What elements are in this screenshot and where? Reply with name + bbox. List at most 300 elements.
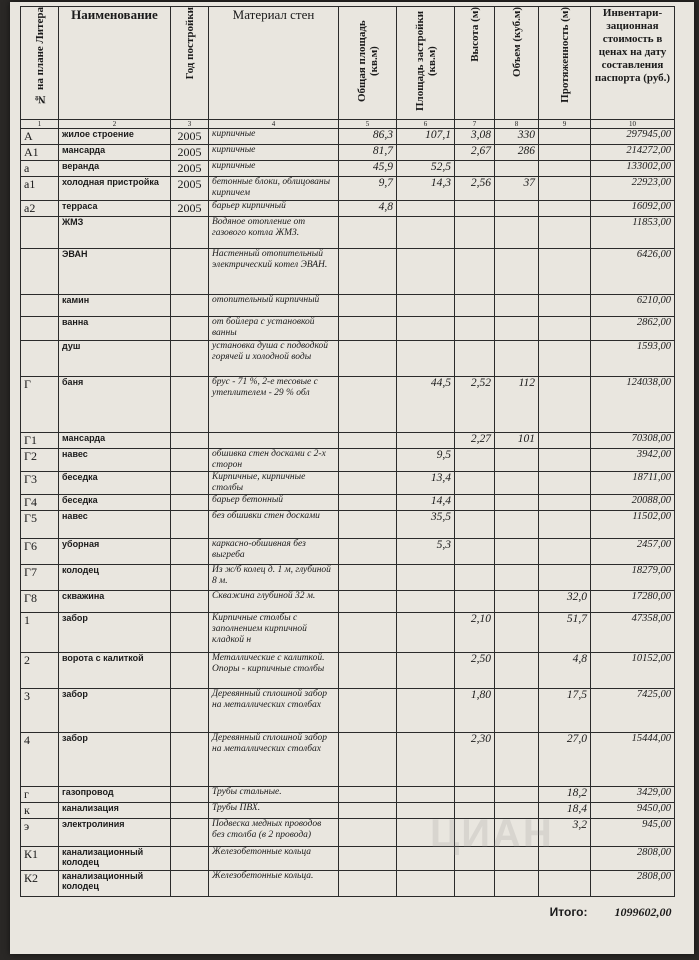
row-volume xyxy=(495,689,539,733)
row-height xyxy=(455,511,495,539)
row-material: Трубы стальные. xyxy=(209,787,339,803)
row-height xyxy=(455,495,495,511)
row-year xyxy=(171,511,209,539)
row-year xyxy=(171,539,209,565)
row-literal: Г4 xyxy=(21,495,59,511)
row-build-area xyxy=(397,613,455,653)
table-row xyxy=(21,201,675,217)
table-row xyxy=(21,653,675,689)
row-length xyxy=(539,472,591,495)
row-name: ворота с калиткой xyxy=(59,653,171,689)
row-name: беседка xyxy=(59,495,171,511)
row-volume xyxy=(495,539,539,565)
row-material: брус - 71 %, 2-е тесовые с утеплителем - 29 % обл xyxy=(209,377,339,433)
row-material: барьер кирпичный xyxy=(209,201,339,217)
row-cost: 6210,00 xyxy=(591,295,675,317)
row-length: 51,7 xyxy=(539,613,591,653)
row-build-area xyxy=(397,591,455,613)
row-material: Водяное отопление от газового котла ЖМЗ. xyxy=(209,217,339,249)
row-volume: 330 xyxy=(495,129,539,145)
row-material: установка душа с подводкой горячей и холодной воды xyxy=(209,341,339,377)
row-total-area xyxy=(339,613,397,653)
row-material: Скважина глубиной 32 м. xyxy=(209,591,339,613)
table-row xyxy=(21,433,675,449)
row-cost: 15444,00 xyxy=(591,733,675,787)
row-name: жилое строение xyxy=(59,129,171,145)
header-length: Протяженность (м) xyxy=(539,7,591,120)
row-material: кирпичные xyxy=(209,161,339,177)
row-literal: 4 xyxy=(21,733,59,787)
row-volume xyxy=(495,217,539,249)
row-material: Трубы ПВХ. xyxy=(209,803,339,819)
row-total-area xyxy=(339,847,397,871)
row-year xyxy=(171,377,209,433)
row-volume xyxy=(495,341,539,377)
column-number-row xyxy=(21,120,675,129)
row-height: 3,08 xyxy=(455,129,495,145)
table-row xyxy=(21,689,675,733)
row-name: навес xyxy=(59,449,171,472)
row-total-area xyxy=(339,249,397,295)
row-height xyxy=(455,591,495,613)
row-build-area: 13,4 xyxy=(397,472,455,495)
row-height xyxy=(455,201,495,217)
row-build-area xyxy=(397,317,455,341)
row-name: забор xyxy=(59,733,171,787)
row-build-area: 52,5 xyxy=(397,161,455,177)
table-row xyxy=(21,565,675,591)
row-literal xyxy=(21,317,59,341)
table-row xyxy=(21,341,675,377)
row-cost: 9450,00 xyxy=(591,803,675,819)
row-literal: 2 xyxy=(21,653,59,689)
row-year: 2005 xyxy=(171,145,209,161)
row-height xyxy=(455,472,495,495)
row-length xyxy=(539,201,591,217)
column-number: 8 xyxy=(495,120,539,129)
row-literal: а1 xyxy=(21,177,59,201)
row-length xyxy=(539,377,591,433)
row-name: канализационный колодец xyxy=(59,871,171,897)
row-build-area xyxy=(397,565,455,591)
row-name: ЖМЗ xyxy=(59,217,171,249)
row-year xyxy=(171,249,209,295)
row-total-area: 45,9 xyxy=(339,161,397,177)
row-name: забор xyxy=(59,613,171,653)
row-name: забор xyxy=(59,689,171,733)
row-volume xyxy=(495,591,539,613)
row-name: скважина xyxy=(59,591,171,613)
row-material: каркасно-обшивная без выгреба xyxy=(209,539,339,565)
row-volume xyxy=(495,201,539,217)
header-total-area: Общая площадь (кв.м) xyxy=(339,7,397,120)
row-volume xyxy=(495,733,539,787)
row-literal xyxy=(21,217,59,249)
row-length: 18,2 xyxy=(539,787,591,803)
row-material: Деревянный сплошной забор на металлических столбах xyxy=(209,733,339,787)
row-volume xyxy=(495,449,539,472)
row-name: ванна xyxy=(59,317,171,341)
row-literal: э xyxy=(21,819,59,847)
row-literal: Г5 xyxy=(21,511,59,539)
row-total-area xyxy=(339,217,397,249)
row-volume xyxy=(495,495,539,511)
row-build-area: 44,5 xyxy=(397,377,455,433)
row-length xyxy=(539,249,591,295)
row-length xyxy=(539,565,591,591)
row-material xyxy=(209,433,339,449)
table-row xyxy=(21,871,675,897)
row-literal: к xyxy=(21,803,59,819)
row-name: баня xyxy=(59,377,171,433)
row-height: 2,27 xyxy=(455,433,495,449)
row-material: Железобетонные кольца. xyxy=(209,871,339,897)
table-row xyxy=(21,803,675,819)
row-year xyxy=(171,217,209,249)
row-cost: 2457,00 xyxy=(591,539,675,565)
table-row xyxy=(21,161,675,177)
row-name: мансарда xyxy=(59,433,171,449)
row-literal: Г7 xyxy=(21,565,59,591)
row-height xyxy=(455,249,495,295)
row-cost: 22923,00 xyxy=(591,177,675,201)
row-build-area xyxy=(397,733,455,787)
row-year xyxy=(171,565,209,591)
table-row xyxy=(21,145,675,161)
row-name: газопровод xyxy=(59,787,171,803)
row-height: 2,52 xyxy=(455,377,495,433)
row-material: Металлические с калиткой. Опоры - кирпичные столбы xyxy=(209,653,339,689)
row-total-area xyxy=(339,317,397,341)
table-row xyxy=(21,177,675,201)
row-build-area xyxy=(397,689,455,733)
row-length xyxy=(539,433,591,449)
row-cost: 18711,00 xyxy=(591,472,675,495)
row-total-area xyxy=(339,689,397,733)
row-name: канализационный колодец xyxy=(59,847,171,871)
row-year xyxy=(171,591,209,613)
row-volume: 112 xyxy=(495,377,539,433)
row-literal: Г xyxy=(21,377,59,433)
header-volume: Объем (куб.м) xyxy=(495,7,539,120)
column-number: 1 xyxy=(21,120,59,129)
row-cost: 6426,00 xyxy=(591,249,675,295)
table-row xyxy=(21,317,675,341)
row-name: холодная пристройка xyxy=(59,177,171,201)
row-year xyxy=(171,847,209,871)
row-total-area xyxy=(339,539,397,565)
row-cost: 1593,00 xyxy=(591,341,675,377)
row-cost: 20088,00 xyxy=(591,495,675,511)
row-volume: 286 xyxy=(495,145,539,161)
table-row xyxy=(21,511,675,539)
row-length xyxy=(539,295,591,317)
row-build-area xyxy=(397,295,455,317)
row-material: барьер бетонный xyxy=(209,495,339,511)
row-literal: 3 xyxy=(21,689,59,733)
row-total-area: 81,7 xyxy=(339,145,397,161)
row-cost: 2808,00 xyxy=(591,871,675,897)
row-literal: Г1 xyxy=(21,433,59,449)
row-year xyxy=(171,495,209,511)
row-build-area: 35,5 xyxy=(397,511,455,539)
row-year xyxy=(171,733,209,787)
row-height xyxy=(455,449,495,472)
row-height: 2,56 xyxy=(455,177,495,201)
total-label: Итого: xyxy=(539,897,591,928)
row-year xyxy=(171,449,209,472)
column-number: 2 xyxy=(59,120,171,129)
row-name: электролиния xyxy=(59,819,171,847)
row-height: 2,30 xyxy=(455,733,495,787)
row-length xyxy=(539,449,591,472)
row-height xyxy=(455,317,495,341)
row-material: Деревянный сплошной забор на металлических столбах xyxy=(209,689,339,733)
row-height: 1,80 xyxy=(455,689,495,733)
column-number: 10 xyxy=(591,120,675,129)
row-total-area xyxy=(339,871,397,897)
row-name: колодец xyxy=(59,565,171,591)
row-name: веранда xyxy=(59,161,171,177)
row-height xyxy=(455,787,495,803)
row-year xyxy=(171,803,209,819)
row-build-area xyxy=(397,341,455,377)
row-literal xyxy=(21,295,59,317)
row-literal: К2 xyxy=(21,871,59,897)
row-cost: 297945,00 xyxy=(591,129,675,145)
row-total-area xyxy=(339,733,397,787)
row-total-area xyxy=(339,433,397,449)
row-cost: 3429,00 xyxy=(591,787,675,803)
row-cost: 16092,00 xyxy=(591,201,675,217)
row-total-area xyxy=(339,295,397,317)
row-length: 4,8 xyxy=(539,653,591,689)
table-row xyxy=(21,377,675,433)
row-total-area xyxy=(339,787,397,803)
row-total-area xyxy=(339,341,397,377)
row-material: без обшивки стен досками xyxy=(209,511,339,539)
row-year xyxy=(171,871,209,897)
row-name: душ xyxy=(59,341,171,377)
row-build-area xyxy=(397,201,455,217)
table-row xyxy=(21,495,675,511)
row-cost: 945,00 xyxy=(591,819,675,847)
row-year: 2005 xyxy=(171,161,209,177)
row-total-area xyxy=(339,565,397,591)
column-number: 5 xyxy=(339,120,397,129)
row-name: беседка xyxy=(59,472,171,495)
row-height xyxy=(455,295,495,317)
document-sheet xyxy=(10,2,694,954)
row-volume xyxy=(495,317,539,341)
row-literal: А1 xyxy=(21,145,59,161)
row-year xyxy=(171,295,209,317)
row-literal: г xyxy=(21,787,59,803)
table-row xyxy=(21,591,675,613)
row-build-area: 9,5 xyxy=(397,449,455,472)
row-year: 2005 xyxy=(171,201,209,217)
row-literal: Г3 xyxy=(21,472,59,495)
row-total-area xyxy=(339,591,397,613)
row-length: 3,2 xyxy=(539,819,591,847)
header-year: Год постройки xyxy=(171,7,209,120)
row-build-area: 14,4 xyxy=(397,495,455,511)
row-build-area xyxy=(397,249,455,295)
row-name: навес xyxy=(59,511,171,539)
row-total-area xyxy=(339,819,397,847)
inventory-table xyxy=(20,6,675,927)
table-row xyxy=(21,129,675,145)
row-build-area xyxy=(397,433,455,449)
row-total-area xyxy=(339,495,397,511)
row-length xyxy=(539,539,591,565)
row-total-area xyxy=(339,472,397,495)
table-body xyxy=(21,129,675,897)
row-length: 27,0 xyxy=(539,733,591,787)
row-length xyxy=(539,495,591,511)
row-year xyxy=(171,472,209,495)
row-cost: 133002,00 xyxy=(591,161,675,177)
table-row xyxy=(21,539,675,565)
row-height: 2,67 xyxy=(455,145,495,161)
row-volume xyxy=(495,787,539,803)
row-literal xyxy=(21,249,59,295)
row-total-area: 86,3 xyxy=(339,129,397,145)
row-cost: 10152,00 xyxy=(591,653,675,689)
row-material: Железобетонные кольца xyxy=(209,847,339,871)
row-volume xyxy=(495,653,539,689)
row-total-area xyxy=(339,449,397,472)
row-height: 2,10 xyxy=(455,613,495,653)
row-cost: 7425,00 xyxy=(591,689,675,733)
row-name: мансарда xyxy=(59,145,171,161)
row-cost: 11853,00 xyxy=(591,217,675,249)
row-volume xyxy=(495,161,539,177)
row-height xyxy=(455,217,495,249)
row-length: 32,0 xyxy=(539,591,591,613)
row-volume: 37 xyxy=(495,177,539,201)
row-year: 2005 xyxy=(171,177,209,201)
row-build-area xyxy=(397,145,455,161)
row-length xyxy=(539,129,591,145)
row-height xyxy=(455,871,495,897)
row-height: 2,50 xyxy=(455,653,495,689)
row-total-area xyxy=(339,803,397,819)
row-cost: 17280,00 xyxy=(591,591,675,613)
column-number: 3 xyxy=(171,120,209,129)
total-value: 1099602,00 xyxy=(591,897,675,928)
row-cost: 18279,00 xyxy=(591,565,675,591)
row-volume: 101 xyxy=(495,433,539,449)
row-total-area: 9,7 xyxy=(339,177,397,201)
row-height xyxy=(455,341,495,377)
row-volume xyxy=(495,613,539,653)
row-cost: 2808,00 xyxy=(591,847,675,871)
row-literal: а xyxy=(21,161,59,177)
row-height xyxy=(455,565,495,591)
row-cost: 2862,00 xyxy=(591,317,675,341)
row-material: кирпичные xyxy=(209,145,339,161)
row-literal: Г6 xyxy=(21,539,59,565)
header-cost: Инвентари-зационная стоимость в ценах на дату составления паспорта (руб.) xyxy=(591,7,675,120)
watermark: ЦИАН xyxy=(430,812,554,856)
row-material: Кирпичные, кирпичные столбы xyxy=(209,472,339,495)
row-name: канализация xyxy=(59,803,171,819)
row-build-area: 5,3 xyxy=(397,539,455,565)
table-row xyxy=(21,613,675,653)
table-row xyxy=(21,733,675,787)
row-name: камин xyxy=(59,295,171,317)
row-year xyxy=(171,689,209,733)
row-volume xyxy=(495,565,539,591)
row-length xyxy=(539,145,591,161)
header-row xyxy=(21,7,675,120)
table-row xyxy=(21,217,675,249)
row-year xyxy=(171,341,209,377)
column-number: 9 xyxy=(539,120,591,129)
table-row xyxy=(21,472,675,495)
table-row xyxy=(21,249,675,295)
row-year xyxy=(171,317,209,341)
row-length xyxy=(539,341,591,377)
row-material: Кирпичные столбы с заполнением кирпичной кладкой н xyxy=(209,613,339,653)
row-literal: а2 xyxy=(21,201,59,217)
row-build-area xyxy=(397,653,455,689)
row-name: уборная xyxy=(59,539,171,565)
header-build-area: Площадь застройки (кв.м) xyxy=(397,7,455,120)
row-literal xyxy=(21,341,59,377)
row-length xyxy=(539,511,591,539)
row-literal: А xyxy=(21,129,59,145)
row-material: Настенный отопительный электрический котел ЭВАН. xyxy=(209,249,339,295)
row-total-area xyxy=(339,377,397,433)
row-literal: Г8 xyxy=(21,591,59,613)
header-height: Высота (м) xyxy=(455,7,495,120)
table-row xyxy=(21,787,675,803)
row-length: 18,4 xyxy=(539,803,591,819)
row-length: 17,5 xyxy=(539,689,591,733)
row-length xyxy=(539,217,591,249)
row-name: терраса xyxy=(59,201,171,217)
row-material: кирпичные xyxy=(209,129,339,145)
table-row xyxy=(21,449,675,472)
row-volume xyxy=(495,511,539,539)
row-literal: 1 xyxy=(21,613,59,653)
row-length xyxy=(539,177,591,201)
total-row xyxy=(21,897,675,928)
row-cost: 70308,00 xyxy=(591,433,675,449)
row-build-area xyxy=(397,787,455,803)
row-volume xyxy=(495,472,539,495)
row-material: обшивка стен досками с 2-х сторон xyxy=(209,449,339,472)
row-volume xyxy=(495,295,539,317)
column-number: 6 xyxy=(397,120,455,129)
column-number: 7 xyxy=(455,120,495,129)
row-volume xyxy=(495,249,539,295)
row-build-area: 14,3 xyxy=(397,177,455,201)
row-year: 2005 xyxy=(171,129,209,145)
header-literal: № на плане Литера xyxy=(21,7,59,120)
row-cost: 3942,00 xyxy=(591,449,675,472)
row-year xyxy=(171,613,209,653)
header-material: Материал стен xyxy=(209,7,339,120)
row-year xyxy=(171,787,209,803)
row-year xyxy=(171,653,209,689)
row-cost: 11502,00 xyxy=(591,511,675,539)
row-build-area xyxy=(397,217,455,249)
row-length xyxy=(539,871,591,897)
table-row xyxy=(21,819,675,847)
